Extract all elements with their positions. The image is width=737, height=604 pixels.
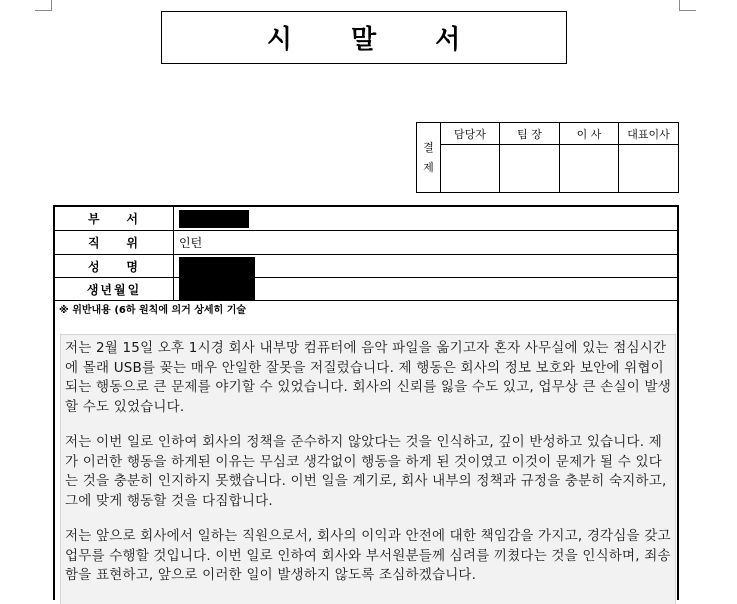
- signature-cell-ceo[interactable]: [619, 145, 679, 193]
- approval-label: 결 제: [417, 123, 441, 193]
- name-row: [55, 255, 677, 278]
- name-label: 성 명: [55, 255, 174, 277]
- signature-cell-director[interactable]: [560, 145, 619, 193]
- title-char-3: 서: [435, 25, 462, 55]
- department-value[interactable]: [179, 207, 249, 230]
- crop-mark-right: [679, 0, 696, 11]
- content-paragraph-2: 저는 이번 일로 인하여 회사의 정책을 준수하지 않았다는 것을 인식하고, 깊이 반성하고 있습니다. 제가 이러한 행동을 하게된 이유는 무심코 생각없이 행동을 하게 된 것이였고 이것이 문제가 될 수 있다는 것을 충분히 인지하지 못했습니다. 이번 일을 계기로, 회사 내부의 정책과 규정을 충분히 숙지하고, 그에 맞게 행동할 것을 다짐합니다.: [65, 434, 667, 509]
- position-row: [55, 231, 677, 255]
- content-paragraph-1: 저는 2월 15일 오후 1시경 회사 내부망 컴퓨터에 음악 파일을 옮기고자 혼자 사무실에 있는 점심시간에 몰래 USB를 꽂는 매우 안일한 잘못을 저질렀습니다. 제 행동은 회사의 정보 보호와 보안에 위협이 되는 행동으로 큰 문제를 야기할 수 있었습니다. 회사의 신뢰를 잃을 수도 있고, 업무상 큰 손실이 발생할 수도 있었습니다.: [65, 340, 671, 415]
- content-paragraph-3: 저는 앞으로 회사에서 일하는 직원으로서, 회사의 이익과 안전에 대한 책임감을 가지고, 경각심을 갖고 업무를 수행할 것입니다. 이번 일로 인하여 회사와 부서원분들께 심려를 끼쳤다는 것을 인식하며, 죄송함을 표현하고, 앞으로 이러한 일이 발생하지 않도록 조심하겠습니다.: [65, 528, 671, 583]
- crop-mark-left: [35, 0, 52, 11]
- title-char-2: 말: [350, 25, 378, 55]
- department-label: 부 서: [55, 207, 174, 230]
- department-row: [55, 207, 677, 231]
- signature-cell-team-lead[interactable]: [500, 145, 560, 193]
- content-area[interactable]: [60, 334, 676, 604]
- approval-col-ceo: 대표이사: [619, 123, 679, 145]
- signature-cell-staff[interactable]: [441, 145, 500, 193]
- violation-note: ※ 위반내용 (6하 원칙에 의거 상세히 기술: [59, 305, 247, 316]
- redacted-block: [179, 210, 249, 228]
- birth-row: [55, 278, 677, 301]
- document-title: [161, 11, 567, 64]
- approval-col-staff: 담당자: [441, 123, 500, 145]
- birth-label: 생년월일: [55, 278, 174, 300]
- info-table: [53, 205, 679, 600]
- title-char-1: 시: [266, 25, 293, 55]
- redacted-block-name-birth: [179, 257, 255, 301]
- position-label: 직 위: [55, 231, 174, 254]
- approval-col-director: 이 사: [560, 123, 619, 145]
- approval-col-team-lead: 팀 장: [500, 123, 560, 145]
- approval-table: [416, 122, 679, 193]
- position-value[interactable]: 인턴: [179, 236, 203, 250]
